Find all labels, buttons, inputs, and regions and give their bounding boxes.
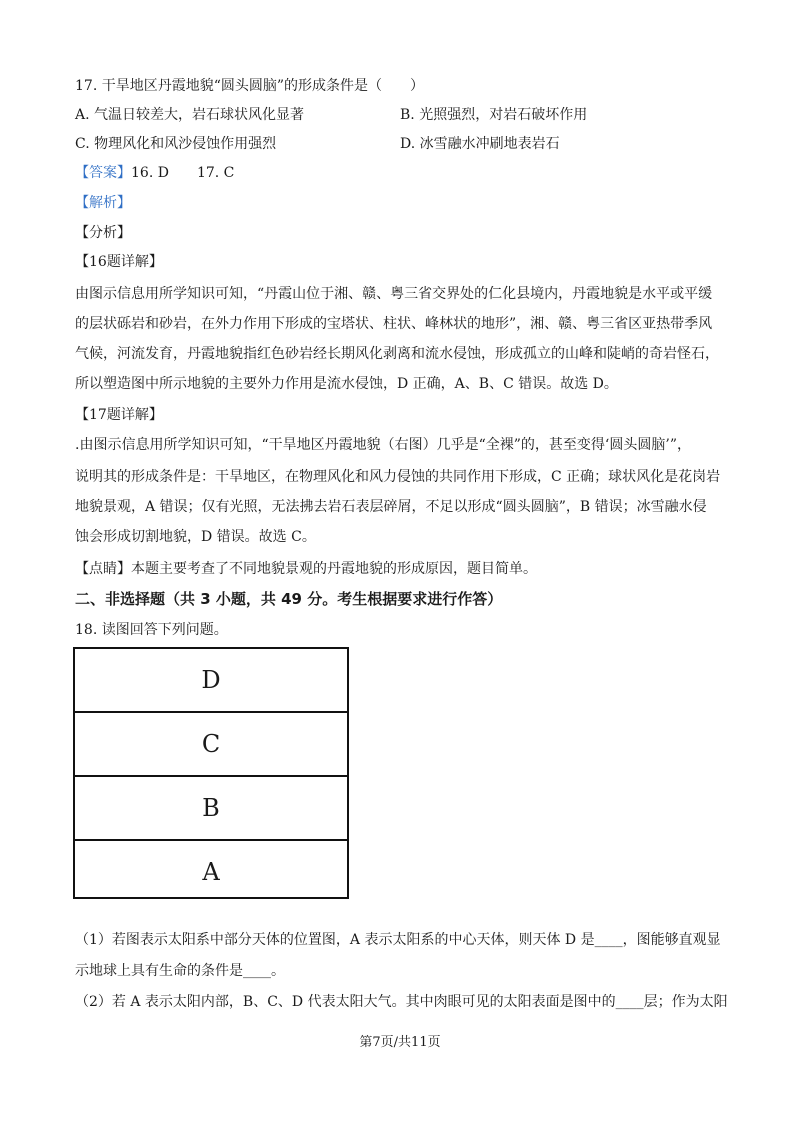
dianjing-line — [75, 559, 537, 579]
layer-diagram — [73, 647, 349, 899]
q17-option-c: C. 物理风化和风沙侵蚀作用强烈 — [75, 136, 277, 152]
analysis-tag: 【解析】 — [75, 195, 131, 211]
q18-sub1-line: （1）若图表示太阳系中部分天体的位置图，A 表示太阳系的中心天体，则天体 D 是____，图能够直观显 — [75, 932, 721, 948]
fenxi-tag: 【分析】 — [75, 225, 131, 241]
q18-stem: 18. 读图回答下列问题。 — [75, 622, 228, 638]
section-title: 二、非选择题（共 3 小题，共 49 分。考生根据要求进行作答） — [75, 590, 503, 608]
q17-detail-tag: 【17题详解】 — [75, 407, 163, 423]
dianjing-tag: 【点睛】 — [75, 561, 131, 577]
layer-a: A — [202, 858, 220, 886]
q18-sub1-line: 示地球上具有生命的条件是____。 — [75, 963, 285, 979]
q18-sub2-line: （2）若 A 表示太阳内部，B、C、D 代表太阳大气。其中肉眼可见的太阳表面是图中的____层；作为太阳 — [75, 994, 728, 1010]
q17-option-b: B. 光照强烈，对岩石破坏作用 — [400, 107, 588, 123]
q16-detail-tag: 【16题详解】 — [75, 254, 163, 270]
q17-option-d: D. 冰雪融水冲刷地表岩石 — [400, 136, 560, 152]
answer-text: 16. D 17. C — [131, 165, 235, 181]
answer-tag: 【答案】 — [75, 165, 131, 181]
q17-stem: 17. 干旱地区丹霞地貌“圆头圆脑”的形成条件是（ ） — [75, 78, 425, 94]
dianjing-text: 本题主要考查了不同地貌景观的丹霞地貌的形成原因，题目简单。 — [131, 561, 537, 577]
q17-detail-line: 说明其的形成条件是：干旱地区，在物理风化和风力侵蚀的共同作用下形成，C 正确；球状风化是花岗岩 — [75, 469, 721, 485]
q16-detail-line: 由图示信息用所学知识可知，“丹霞山位于湘、赣、粤三省交界处的仁化县境内，丹霞地貌是水平或平缓 — [75, 286, 713, 302]
q16-detail-line: 所以塑造图中所示地貌的主要外力作用是流水侵蚀，D 正确，A、B、C 错误。故选 D。 — [75, 376, 618, 392]
layer-d: D — [75, 649, 347, 713]
q17-detail-line: 蚀会形成切割地貌，D 错误。故选 C。 — [75, 529, 316, 545]
q16-detail-line: 气候，河流发育，丹霞地貌指红色砂岩经长期风化剥离和流水侵蚀，形成孤立的山峰和陡峭的奇岩怪石， — [75, 346, 719, 362]
q16-detail-line: 的层状砾岩和砂岩，在外力作用下形成的宝塔状、柱状、峰林状的地形”，湘、赣、粤三省区亚热带季风 — [75, 316, 713, 332]
answer-line — [75, 163, 234, 183]
q17-option-a: A. 气温日较差大，岩石球状风化显著 — [75, 107, 305, 123]
layer-b: B — [75, 777, 347, 841]
q17-detail-line: 地貌景观，A 错误；仅有光照，无法拂去岩石表层碎屑，不足以形成“圆头圆脑”，B 错误；冰雪融水侵 — [75, 499, 707, 515]
q17-detail-line: .由图示信息用所学知识可知，“干旱地区丹霞地貌（右图）几乎是“全裸”的，甚至变得‘圆头圆脑’”， — [75, 437, 691, 453]
page-footer: 第7页/共11页 — [359, 1035, 441, 1050]
layer-c: C — [75, 713, 347, 777]
